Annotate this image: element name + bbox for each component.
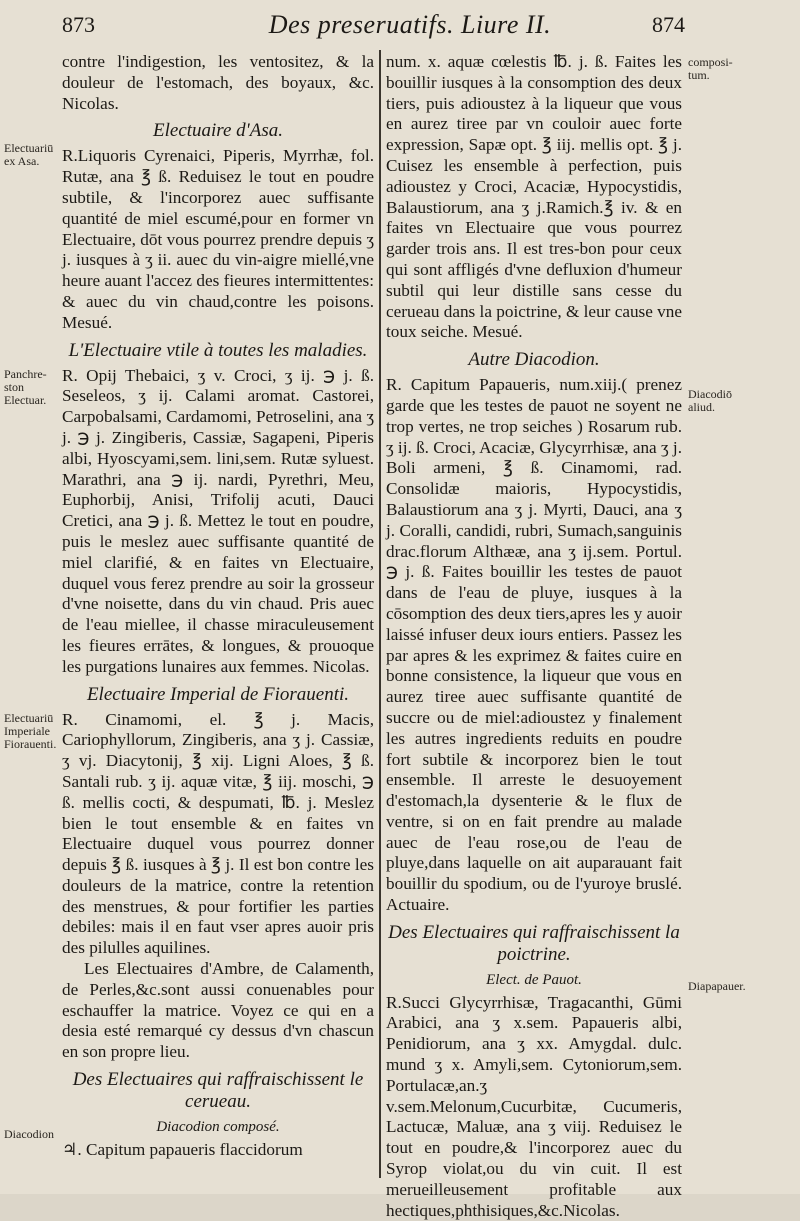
section-heading: Des Electuaires qui raffraischissent la poictrine. (388, 921, 680, 965)
section-heading: Electuaire Imperial de Fiorauenti. (86, 683, 350, 705)
running-header (0, 8, 800, 42)
section-heading: Autre Diacodion. (468, 349, 600, 371)
paragraph: R. Opij Thebaici, ʒ v. Croci, ʒ ij. ℈ j. ß. Seseleos, ʒ ij. Calami aromat. Castorei, Carpobalsami, Cardamomi, Petroselini, ana ʒ j. ℈ j. Zingiberis, Cassiæ, Sagapeni, Piperis albi, Hyoscyami,sem. lini,sem. Rutæ syluest. Marathri, ana ℈ ij. nardi, Pyrethri, Meu, Euphorbij, Anisi, Trifolij acuti, Dauci Cretici, ana ℈ j. ß. Mettez le tout en poudre, puis le meslez auec suffisante quantité de miel clarifié, & en faites vn Electuaire, duquel vous ferez prendre au soir la grosseur d'vne noisette, dans du vin chaud. Pris auec de l'eau miellee, il chasse miraculeusement les fieures errātes, & longues, & prouoque les purgations lunaires aux femmes. Nicolas. (62, 365, 374, 676)
page-number-left: 873 (62, 12, 95, 37)
paragraph: R.Liquoris Cyrenaici, Piperis, Myrrhæ, fol. Rutæ, ana ℥ ß. Reduisez le tout en poudre subtile, & l'incorporez auec suffisante quantité de miel escumé,pour en former vn Electuaire, dōt vous pourrez prendre depuis ʒ j. iusques à ʒ ii. auec du vin-aigre miellé,vne heure auant l'accez des fieures intermittentes: & auec du vin chaud,contre les poisons. Mesué. (62, 146, 374, 332)
paragraph: contre l'indigestion, les ventositez, & la douleur de l'estomach, des boyaux, &c. Nicolas. (62, 52, 374, 113)
section-heading: L'Electuaire vtile à toutes les maladies. (68, 339, 368, 361)
paragraph: ♃. Capitum papaueris flaccidorum (62, 1139, 303, 1159)
margin-note-compositum: composi-tum. (688, 55, 733, 82)
right-column (386, 52, 682, 1221)
paragraph: num. x. aquæ cœlestis ℔. j. ß. Faites les bouillir iusques à la consomption des deux tiers, puis adioustez à la liqueur que vous en aurez tiree par vn couloir auec forte expression, Sapæ opt. ℥ iij. mellis opt. ℥ j. Cuisez les ensemble à perfection, puis adioustez y Croci, Acaciæ, Hypocystidis, Balaustiorum, ana ʒ j.Ramich.℥ iv. & en faites vn Electuaire que vous pourrez garder trois ans. Il est tres-bon pour ceux qui sont affligés d'vne defluxion d'humeur subtil qui leur distille sans cesse du cerueau dans la poictrine, & leur cause vne toux seiche. Mesué. (386, 52, 682, 342)
margin-note-imperial: Electuariū Imperiale Fiorauenti. (4, 711, 57, 751)
page-number-right: 874 (652, 12, 685, 37)
sub-heading: Diacodion composé. (156, 1119, 280, 1136)
paragraph: R.Succi Glycyrrhisæ, Tragacanthi, Gūmi Arabici, ana ʒ x.sem. Papaueris albi, Penidiorum, ana ʒ xx. Amygdal. dulc. mund ʒ x. Amyli,sem. Cytoniorum,sem. Portulacæ,an.ʒ v.sem.Melonum,Cucurbitæ, Cucumeris, Lactucæ, Maluæ, ana ʒ viij. Reduisez le tout en poudre,& l'incorporez auec du Syrop violat,ou du vin cuit. Il est merueilleusement profitable aux hectiques,phthisiques,&c.Nicolas. (386, 992, 682, 1220)
paragraph: R. Capitum Papaueris, num.xiij.( prenez garde que les testes de pauot ne soyent ne trop vertes, ne trop seiches ) Rosarum rub. ʒ ij. ß. Croci, Acaciæ, Glycyrrhisæ, ana ʒ j. Boli armeni, ℥ ß. Cinamomi, rad. Consolidæ maioris, Hypocystidis, Balaustiorum ana ʒ j. Myrti, Dauci, ana ʒ j. Coralli, candidi, rubri, Sumach,sanguinis drac.florum Althææ, ana ʒ ij.sem. Portul. ℈ j. ß. Faites bouillir les testes de pauot dans de l'eau de pluye, iusques à la cōsomption des deux tiers,apres les y auoir laissé infuser deux iours entiers. Passez les par apres & les exprimez & faites cuire en bonne consistence, la liqueur que vous en aurez tiree auec suffisante quantité de succre ou de miel:adioustez y finalement les autres ingredients reduits en poudre fort subtile & incorporez bien le tout ensemble. Il arreste le desuoyement d'estomach,la dysenterie & le flux de ventre, si on en fait prendre au malade auec de l'eau rose,ou de l'eau de pluye,dans laquelle on ait auparauant fait bouillir du spodium, ou de l'yuroye bruslé. Actuaire. (386, 375, 682, 915)
margin-note-diacodio-aliud: Diacodiō aliud. (688, 387, 732, 414)
margin-note-panchreston: Panchre-ston Electuar. (4, 367, 47, 407)
section-heading: Des Electuaires qui raffraischissent le cerueau. (72, 1069, 364, 1113)
column-divider (379, 50, 381, 1178)
margin-note-diapapauer: Diapapauer. (688, 979, 746, 993)
margin-note-asa: Electuariū ex Asa. (4, 141, 54, 168)
paragraph: Les Electuaires d'Ambre, de Calamenth, de Perles,&c.sont aussi conuenables pour eschauffer la matrice. Voyez ce qui en a desia esté remarqué cy dessus d'vn chascun en son propre lieu. (62, 959, 374, 1062)
left-column (62, 52, 374, 1161)
paragraph: R. Cinamomi, el. ℥ j. Macis, Cariophyllorum, Zingiberis, ana ʒ j. Cassiæ, ʒ vj. Diacytonij, ℥ xij. Ligni Aloes, ℥ ß. Santali rub. ʒ ij. aquæ vitæ, ℥ iij. moschi, ℈ ß. mellis cocti, & despumati, ℔. j. Meslez bien le tout ensemble & en faites vn Electuaire duquel vous pourrez donner depuis ℥ ß. iusques à ℥ j. Il est bon contre les douleurs de la matrice, contre la retention des menstrues, & pour fortifier les parties debiles: mais il en faut vser apres auoir pris des pilulles aquilines. (62, 709, 374, 958)
section-heading: Electuaire d'Asa. (153, 120, 283, 142)
running-title: Des preseruatifs. Liure II. (268, 10, 552, 39)
margin-note-diacodion: Diacodion (4, 1127, 54, 1141)
sub-heading: Elect. de Pauot. (486, 971, 582, 988)
